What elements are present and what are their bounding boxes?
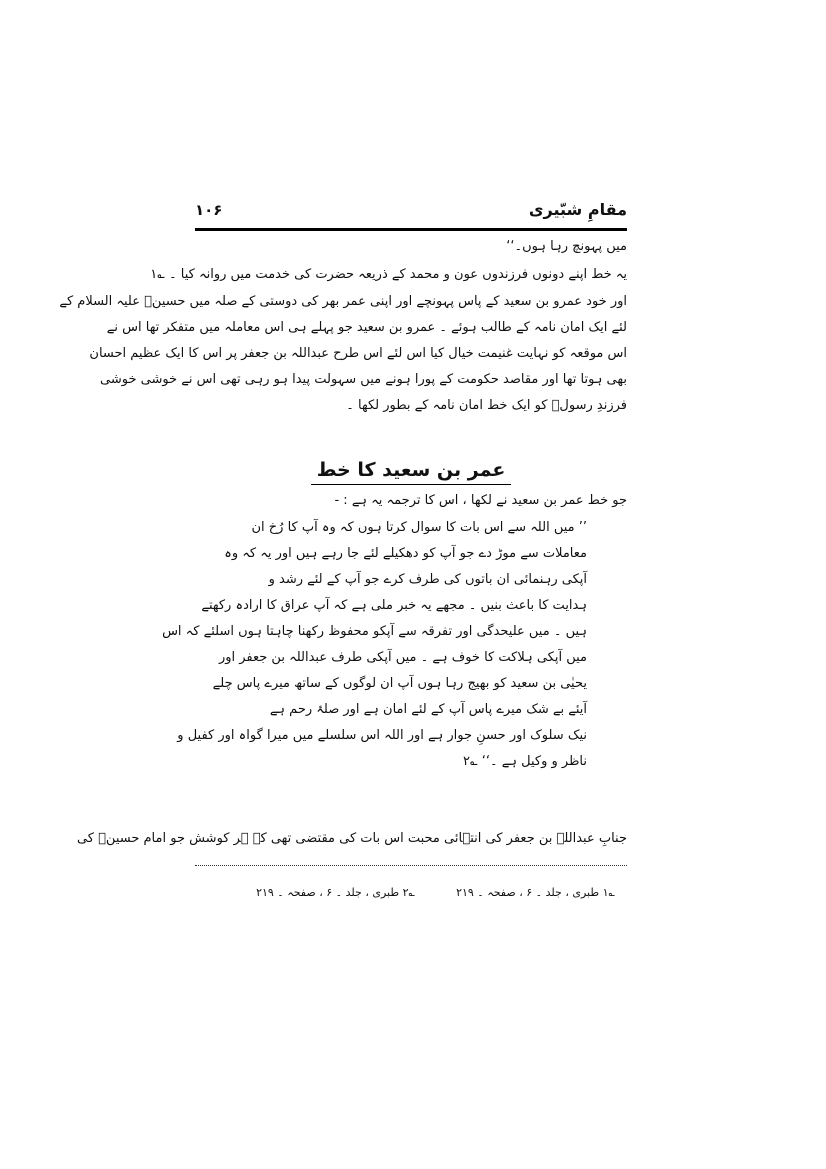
quote-line: آیئے بے شک میرے پاس آپ کے لئے امان ہے اور صلۂ رحم ہے	[269, 702, 587, 717]
footnotes	[195, 886, 627, 906]
text-line: یہ خط اپنے دونوں فرزندوں عون و محمد کے ذریعہ حضرت کی خدمت میں روانہ کیا ۔ ؎۱	[150, 267, 627, 282]
text-line: بھی ہوتا تھا اور مقاصد حکومت کے پورا ہونے میں سہولت پیدا ہو رہی تھی اس نے خوشی خوشی	[100, 372, 627, 387]
footnote-2: ؎۲ طبری ، جلد ۔ ۶ ، صفحہ ۔ ۲۱۹	[256, 886, 415, 899]
quote-line: معاملات سے موڑ دے جو آپ کو دھکیلے لئے جا رہے ہیں اور یہ کہ وہ	[224, 546, 587, 561]
quote-line: ہیں ۔ میں علیحدگی اور تفرقہ سے آپکو محفوظ رکھنا چاہتا ہوں اسلئے کہ اس	[162, 624, 587, 639]
book-title: مقامِ شبّیری	[528, 200, 627, 219]
quote-line: ’’ میں اللہ سے اس بات کا سوال کرتا ہوں کہ وہ آپ کا رُخ ان	[251, 520, 587, 535]
running-header	[195, 200, 627, 226]
footnote-1: ؎۱ طبری ، جلد ۔ ۶ ، صفحہ ۔ ۲۱۹	[456, 886, 615, 899]
text-line: جنابِ عبداللہ بن جعفر کی انتہائی محبت اس بات کی مقتضی تھی کہ ہر کوشش جو امام حسینؑ کی	[76, 831, 627, 846]
text-line: میں پہونچ رہا ہوں۔‘‘	[506, 239, 627, 254]
section-heading-text: عمر بن سعید کا خط	[311, 458, 512, 485]
quote-line: ناظر و وکیل ہے ۔‘‘ ؎۲	[463, 754, 587, 769]
quote-line: نیک سلوک اور حسنِ جوار ہے اور اللہ اس سلسلے میں میرا گواہ اور کفیل و	[177, 728, 587, 743]
quote-line: ہدایت کا باعث بنیں ۔ مجھے یہ خبر ملی ہے کہ آپ عراق کا ارادہ رکھتے	[201, 598, 587, 613]
text-line: لئے ایک امان نامہ کے طالب ہوئے ۔ عمرو بن سعید جو پہلے ہی اس معاملہ میں متفکر تھا اس نے	[106, 320, 627, 335]
page-number: ۱۰۶	[195, 201, 223, 219]
quote-line: یحیٰی بن سعید کو بھیج رہا ہوں آپ ان لوگوں کے ساتھ میرے پاس چلے	[212, 676, 587, 691]
section-heading	[195, 458, 627, 485]
text-line: جو خط عمر بن سعید نے لکھا ، اس کا ترجمہ یہ ہے : -	[334, 493, 627, 508]
text-line: اس موقعہ کو نہایت غنیمت خیال کیا اس لئے اس طرح عبداللہ بن جعفر پر اس کا ایک عظیم احسان	[89, 346, 627, 361]
quote-line: آپکی رہنمائی ان باتوں کی طرف کرے جو آپ کے لئے رشد و	[268, 572, 587, 587]
footnote-separator	[195, 865, 627, 866]
text-line: فرزندِ رسولؐ کو ایک خط امان نامہ کے بطور لکھا ۔	[346, 398, 627, 413]
text-line: اور خود عمرو بن سعید کے پاس پہونچے اور اپنی عمر بھر کی دوستی کے صلہ میں حسینؑ علیہ السلام کے	[59, 294, 627, 309]
quote-line: میں آپکی ہلاکت کا خوف ہے ۔ میں آپکی طرف عبداللہ بن جعفر اور	[218, 650, 587, 665]
header-rule	[195, 228, 627, 231]
